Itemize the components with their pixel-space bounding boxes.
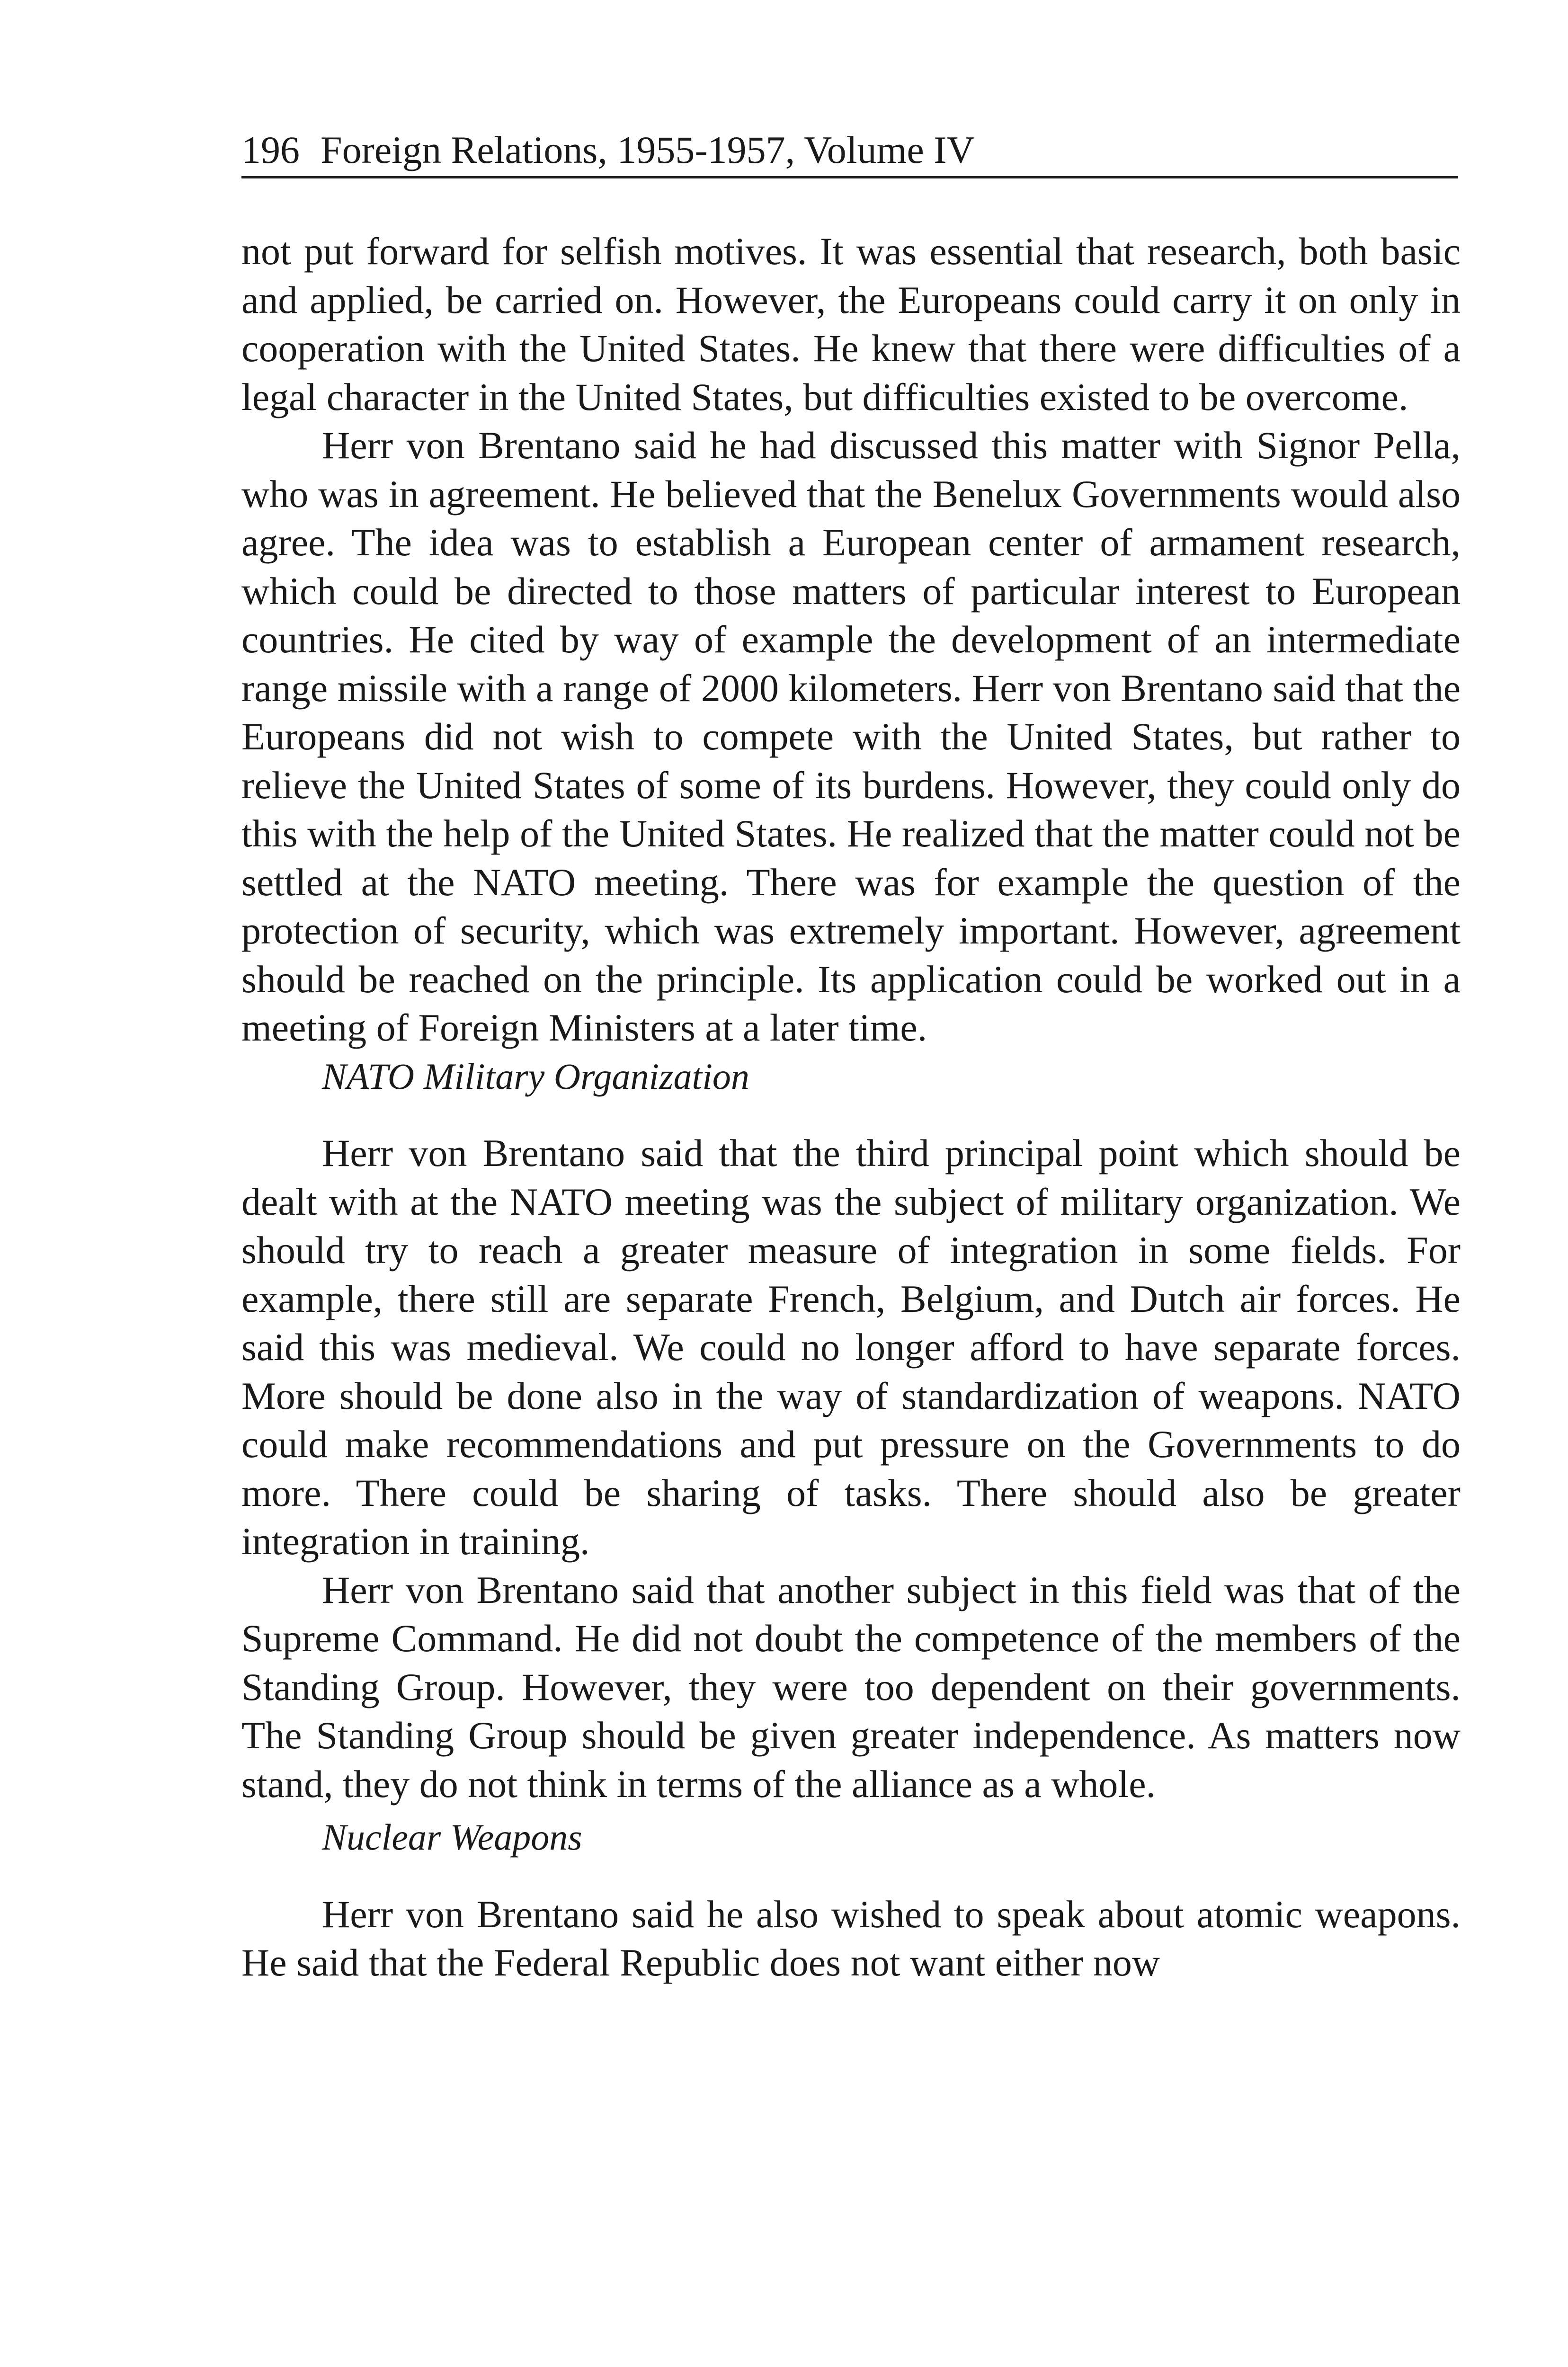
- section-heading-nuclear-weapons: Nuclear Weapons: [322, 1816, 582, 1858]
- paragraph: Herr von Brentano said he had discussed this matter with Signor Pella, who was in agreement. He believed that the Benelux Governments would also agree. The idea was to establish a European center of armament research, which could be directed to those matters of particular interest to European countries. He cited by way of example the development of an intermediate range missile with a range of 2000 kilometers. Herr von Brentano said that the Europeans did not wish to compete with the United States, but rather to relieve the United States of some of its burdens. However, they could only do this with the help of the United States. He realized that the matter could not be settled at the NATO meeting. There was for example the question of the protection of security, which was extremely important. However, agreement should be reached on the principle. Its application could be worked out in a meeting of Foreign Ministers at a later time.: [241, 424, 1461, 1049]
- paragraph-continued: not put forward for selfish motives. It was essential that research, both basic and applied, be carried on. However, the Europeans could carry it on only in cooperation with the United States. He knew that there were difficulties of a legal character in the United States, but difficulties existed to be overcome.: [241, 230, 1461, 418]
- paragraph: Herr von Brentano said that another subject in this field was that of the Supreme Command. He did not doubt the competence of the members of the Standing Group. However, they were too dependent on their governments. The Standing Group should be given greater independence. As matters now stand, they do not think in terms of the alliance as a whole.: [241, 1568, 1461, 1806]
- volume-title: Foreign Relations, 1955-1957, Volume IV: [321, 128, 975, 171]
- paragraph: Herr von Brentano said that the third principal point which should be dealt with at the NATO meeting was the subject of military organization. We should try to reach a greater measure of integration in some fields. For example, there still are separate French, Belgium, and Dutch air forces. He said this was medieval. We could no longer afford to have separate forces. More should be done also in the way of standardization of weapons. NATO could make recommendations and put pressure on the Governments to do more. There could be sharing of tasks. There should also be greater integration in training.: [241, 1131, 1461, 1563]
- running-head: [241, 124, 1458, 178]
- paragraph: Herr von Brentano said he also wished to speak about atomic weapons. He said that the Federal Republic does not want either now: [241, 1892, 1461, 1984]
- page-number: 196: [241, 128, 300, 171]
- body-text: [241, 227, 1461, 1987]
- section-heading-nato-military-organization: NATO Military Organization: [322, 1055, 749, 1097]
